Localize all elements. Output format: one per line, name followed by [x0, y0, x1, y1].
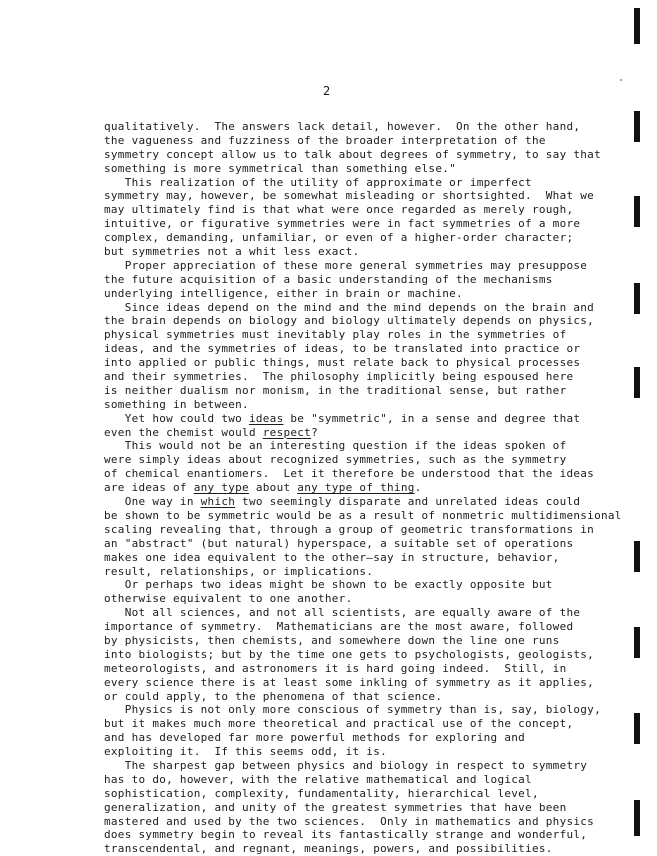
- text-line: This would not be an interesting question if the ideas spoken of: [104, 439, 567, 453]
- text-line: symmetry may, however, be somewhat misleading or shortsighted. What we: [104, 189, 595, 203]
- margin-mark: [634, 196, 640, 227]
- underlined-phrase: which: [200, 495, 236, 509]
- margin-mark: [634, 541, 640, 572]
- text-line: something is more symmetrical than something else.": [104, 161, 457, 175]
- text-line: does symmetry begin to reveal its fantastically strange and wonderful,: [104, 828, 588, 842]
- text-line: scaling revealing that, through a group of geometric transformations in: [104, 522, 595, 536]
- text-line: Yet how could two ideas be "symmetric", in a sense and degree that: [104, 411, 581, 425]
- text-line: generalization, and unity of the greatest symmetries that have been: [104, 800, 567, 814]
- margin-mark: [634, 627, 640, 658]
- text-line: result, relationships, or implications.: [104, 564, 374, 578]
- text-line: This realization of the utility of approximate or imperfect: [104, 175, 532, 189]
- text-line: even the chemist would respect?: [104, 425, 318, 439]
- text-line: into biologists; but by the time one gets to psychologists, geologists,: [104, 647, 595, 661]
- text-line: Or perhaps two ideas might be shown to be exactly opposite but: [104, 578, 553, 592]
- text-line: meteorologists, and astronomers it is hard going indeed. Still, in: [104, 661, 567, 675]
- underlined-phrase: any type of thing: [297, 481, 415, 495]
- text-line: into applied or public things, must relate back to physical processes: [104, 356, 581, 370]
- text-line: intuitive, or figurative symmetries were in fact symmetries of a more: [104, 217, 581, 231]
- margin-mark: [634, 713, 640, 744]
- scan-speck: [620, 79, 622, 81]
- text-line: Physics is not only more conscious of symmetry than is, say, biology,: [104, 703, 601, 717]
- margin-mark: [634, 800, 640, 836]
- text-line: mastered and used by the two sciences. Only in mathematics and physics: [104, 814, 595, 828]
- text-line: by physicists, then chemists, and somewhere down the line one runs: [104, 633, 560, 647]
- margin-mark: [634, 8, 640, 44]
- text-line: are ideas of any type about any type of thing.: [104, 481, 422, 495]
- text-line: Proper appreciation of these more general symmetries may presuppose: [104, 258, 588, 272]
- text-line: Since ideas depend on the mind and the mind depends on the brain and: [104, 300, 595, 314]
- text-line: and their symmetries. The philosophy implicitly being espoused here: [104, 370, 574, 384]
- text-line: may ultimately find is that what were once regarded as merely rough,: [104, 203, 574, 217]
- text-line: exploiting it. If this seems odd, it is.: [104, 745, 388, 759]
- text-line: has to do, however, with the relative mathematical and logical: [104, 772, 532, 786]
- text-line: an "abstract" (but natural) hyperspace, a suitable set of operations: [104, 536, 574, 550]
- margin-mark: [634, 367, 640, 398]
- text-line: physical symmetries must inevitably play roles in the symmetries of: [104, 328, 567, 342]
- text-line: something in between.: [104, 397, 249, 411]
- underlined-phrase: respect: [262, 425, 312, 439]
- text-line: importance of symmetry. Mathematicians are the most aware, followed: [104, 620, 574, 634]
- text-line: qualitatively. The answers lack detail, however. On the other hand,: [104, 120, 581, 133]
- text-line: and has developed far more powerful methods for exploring and: [104, 731, 526, 745]
- text-line: were simply ideas about recognized symmetries, such as the symmetry: [104, 453, 567, 467]
- text-line: sophistication, complexity, fundamentality, hierarchical level,: [104, 786, 539, 800]
- text-line: One way in which two seemingly disparate and unrelated ideas could: [104, 495, 581, 509]
- text-line: transcendental, and regnant, meanings, powers, and possibilities.: [104, 842, 553, 856]
- text-line: be shown to be symmetric would be as a result of nonmetric multidimensional: [104, 508, 622, 522]
- text-line: the brain depends on biology and biology ultimately depends on physics,: [104, 314, 595, 328]
- text-line: complex, demanding, unfamiliar, or even of a higher-order character;: [104, 231, 574, 245]
- text-line: ideas, and the symmetries of ideas, to be translated into practice or: [104, 342, 581, 356]
- underlined-phrase: ideas: [248, 411, 284, 425]
- underlined-phrase: any type: [193, 481, 249, 495]
- text-line: the future acquisition of a basic understanding of the mechanisms: [104, 272, 553, 286]
- body-text: [104, 120, 622, 856]
- text-line: is neither dualism nor monism, in the traditional sense, but rather: [104, 383, 567, 397]
- text-line: makes one idea equivalent to the other—say in structure, behavior,: [104, 550, 560, 564]
- text-line: the vagueness and fuzziness of the broader interpretation of the: [104, 133, 546, 147]
- text-line: symmetry concept allow us to talk about degrees of symmetry, to say that: [104, 147, 601, 161]
- text-line: every science there is at least some inkling of symmetry as it applies,: [104, 675, 595, 689]
- text-line: but symmetries not a whit less exact.: [104, 245, 360, 259]
- text-line: but it makes much more theoretical and practical use of the concept,: [104, 717, 574, 731]
- margin-mark: [634, 283, 640, 314]
- text-line: or could apply, to the phenomena of that science.: [104, 689, 443, 703]
- text-line: of chemical enantiomers. Let it therefore be understood that the ideas: [104, 467, 595, 481]
- text-line: underlying intelligence, either in brain or machine.: [104, 286, 463, 300]
- page-number: 2: [323, 84, 331, 98]
- text-line: Not all sciences, and not all scientists, are equally aware of the: [104, 606, 581, 620]
- margin-mark: [634, 111, 640, 142]
- text-line: The sharpest gap between physics and biology in respect to symmetry: [104, 758, 588, 772]
- text-line: otherwise equivalent to one another.: [104, 592, 353, 606]
